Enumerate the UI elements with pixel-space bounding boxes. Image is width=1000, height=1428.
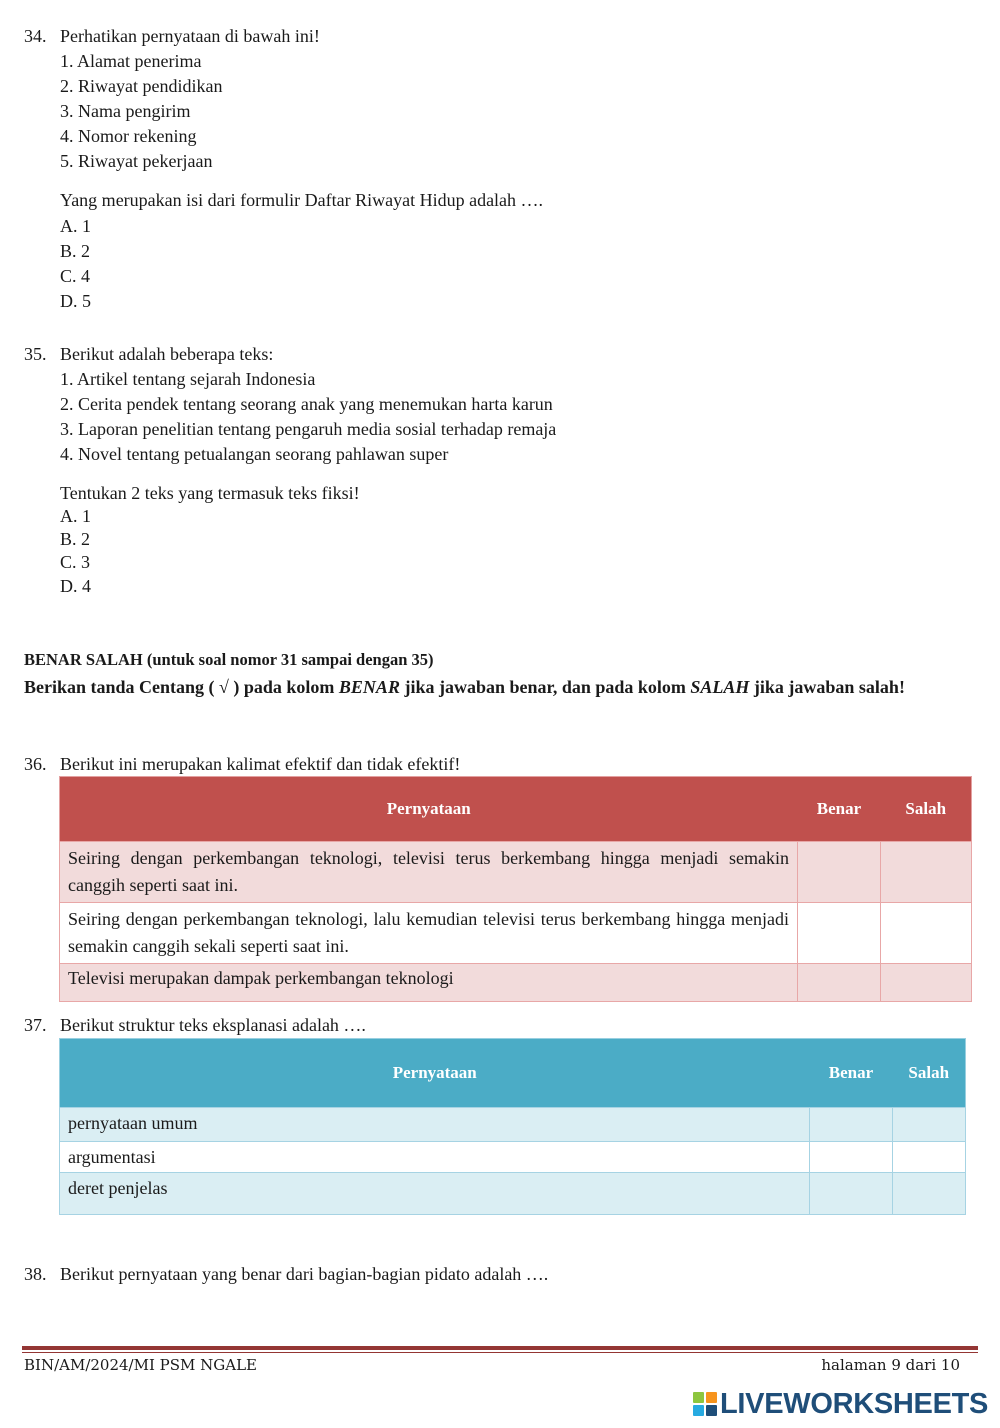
q37-header-benar: Benar xyxy=(810,1039,893,1108)
q36-row-1-statement: Seiring dengan perkembangan teknologi, televisi terus berkembang hingga menjadi semakin canggih seperti saat ini. xyxy=(60,842,798,903)
instr-part-2: jika jawaban benar, dan pada kolom xyxy=(399,677,691,697)
footer-rule-thin xyxy=(22,1352,978,1353)
instr-benar: BENAR xyxy=(338,677,400,697)
q35-item-1: 1. Artikel tentang sejarah Indonesia xyxy=(60,369,316,389)
q34-question: Yang merupakan isi dari formulir Daftar Riwayat Hidup adalah …. xyxy=(60,190,544,210)
q34-item-4: 4. Nomor rekening xyxy=(60,126,197,146)
q34-item-3: 3. Nama pengirim xyxy=(60,101,191,121)
liveworksheets-wordmark: LIVEWORKSHEETS xyxy=(720,1387,989,1420)
q34-option-c[interactable]: C. 4 xyxy=(60,266,91,286)
q36-row-3-benar-cell[interactable] xyxy=(798,964,881,1002)
instr-part-1: Berikan tanda Centang ( √ ) pada kolom xyxy=(24,677,339,697)
q37-row-2-statement: argumentasi xyxy=(60,1142,810,1173)
q37-row-2-benar-cell[interactable] xyxy=(810,1142,893,1173)
q34-item-5: 5. Riwayat pekerjaan xyxy=(60,151,213,171)
q35-option-c[interactable]: C. 3 xyxy=(60,552,91,572)
footer-doc-code: BIN/AM/2024/MI PSM NGALE xyxy=(24,1356,257,1374)
q37-row-3-benar-cell[interactable] xyxy=(810,1173,893,1215)
q35-option-b[interactable]: B. 2 xyxy=(60,529,91,549)
q36-row-2-statement: Seiring dengan perkembangan teknologi, lalu kemudian televisi terus berkembang hingga menjadi semakin canggih sekali seperti saat ini. xyxy=(60,903,798,964)
q37-row-1-statement: pernyataan umum xyxy=(60,1108,810,1142)
q35-question: Tentukan 2 teks yang termasuk teks fiksi! xyxy=(60,483,360,503)
q37-prompt: Berikut struktur teks eksplanasi adalah …. xyxy=(60,1015,366,1035)
table-row xyxy=(60,842,972,903)
q35-option-d[interactable]: D. 4 xyxy=(60,576,91,596)
q38-number: 38. xyxy=(24,1264,47,1284)
q36-row-2-salah-cell[interactable] xyxy=(881,903,972,964)
q36-number: 36. xyxy=(24,754,47,774)
q37-row-2-salah-cell[interactable] xyxy=(893,1142,966,1173)
q37-table xyxy=(59,1038,966,1215)
q35-item-2: 2. Cerita pendek tentang seorang anak yang menemukan harta karun xyxy=(60,394,553,414)
table-row xyxy=(60,1142,966,1173)
q36-table xyxy=(59,776,972,1002)
q35-number: 35. xyxy=(24,344,47,364)
q37-row-3-statement: deret penjelas xyxy=(60,1173,810,1215)
q37-row-1-salah-cell[interactable] xyxy=(893,1108,966,1142)
q35-prompt: Berikut adalah beberapa teks: xyxy=(60,344,274,364)
table-row xyxy=(60,1173,966,1215)
q36-row-2-benar-cell[interactable] xyxy=(798,903,881,964)
q36-header-benar: Benar xyxy=(798,777,881,842)
q37-row-3-salah-cell[interactable] xyxy=(893,1173,966,1215)
q36-header-statement: Pernyataan xyxy=(60,777,798,842)
q35-option-a[interactable]: A. 1 xyxy=(60,506,91,526)
q34-number: 34. xyxy=(24,26,47,46)
q36-row-3-statement: Televisi merupakan dampak perkembangan teknologi xyxy=(60,964,798,1002)
table-row xyxy=(60,1108,966,1142)
q34-option-d[interactable]: D. 5 xyxy=(60,291,91,311)
instr-part-3: jika jawaban salah! xyxy=(749,677,905,697)
q37-row-1-benar-cell[interactable] xyxy=(810,1108,893,1142)
q34-option-b[interactable]: B. 2 xyxy=(60,241,91,261)
q36-row-1-salah-cell[interactable] xyxy=(881,842,972,903)
table-row xyxy=(60,964,972,1002)
liveworksheets-brand[interactable] xyxy=(693,1388,988,1420)
instr-salah: SALAH xyxy=(690,677,750,697)
q37-header-salah: Salah xyxy=(893,1039,966,1108)
q36-row-1-benar-cell[interactable] xyxy=(798,842,881,903)
section-title: BENAR SALAH (untuk soal nomor 31 sampai dengan 35) xyxy=(24,650,434,669)
footer-page-number: halaman 9 dari 10 xyxy=(821,1356,960,1374)
liveworksheets-logo-icon xyxy=(693,1392,717,1416)
q36-prompt: Berikut ini merupakan kalimat efektif dan tidak efektif! xyxy=(60,754,461,774)
q34-prompt: Perhatikan pernyataan di bawah ini! xyxy=(60,26,320,46)
q34-item-2: 2. Riwayat pendidikan xyxy=(60,76,223,96)
q34-option-a[interactable]: A. 1 xyxy=(60,216,91,236)
q35-item-4: 4. Novel tentang petualangan seorang pahlawan super xyxy=(60,444,449,464)
section-instructions xyxy=(24,674,976,700)
footer-rule-thick xyxy=(22,1346,978,1350)
q38-prompt: Berikut pernyataan yang benar dari bagian-bagian pidato adalah …. xyxy=(60,1264,549,1284)
q37-number: 37. xyxy=(24,1015,47,1035)
q34-item-1: 1. Alamat penerima xyxy=(60,51,202,71)
q37-header-statement: Pernyataan xyxy=(60,1039,810,1108)
table-row xyxy=(60,903,972,964)
q36-row-3-salah-cell[interactable] xyxy=(881,964,972,1002)
q35-item-3: 3. Laporan penelitian tentang pengaruh media sosial terhadap remaja xyxy=(60,419,557,439)
q36-header-salah: Salah xyxy=(881,777,972,842)
